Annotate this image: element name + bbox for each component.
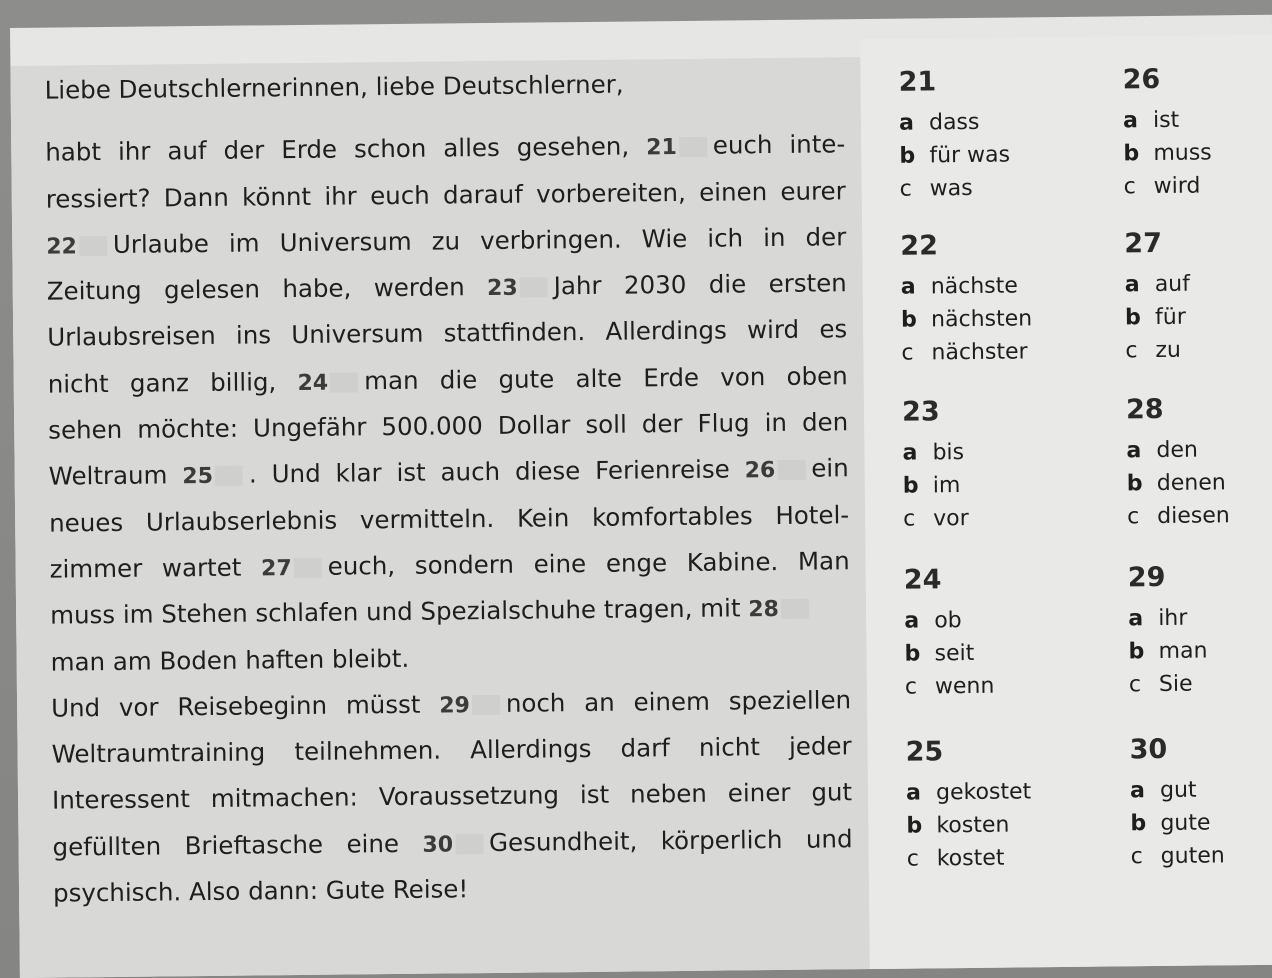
option-letter: c (1127, 504, 1140, 530)
letter-text-segment: Gesundheit, körperlich und (488, 823, 853, 857)
option-word: auf (1154, 271, 1191, 298)
gap-marker (261, 552, 328, 582)
gap-marker (422, 828, 489, 858)
option-28-a (1126, 436, 1272, 471)
letter-line (51, 677, 851, 732)
option-word: wenn (934, 673, 995, 700)
gap-number: 27 (260, 556, 292, 582)
gap-marker (748, 593, 815, 623)
letter-text-segment: neues Urlaubserlebnis vermitteln. Kein komfortables Hotel- (49, 499, 850, 538)
option-24-c (905, 673, 1105, 708)
gap-number: 30 (422, 832, 454, 858)
letter-line (46, 214, 846, 269)
option-28-b (1127, 469, 1272, 504)
option-group-21 (898, 65, 1099, 210)
letter-text-segment: man die gute alte Erde von oben (363, 361, 848, 396)
option-letter: a (1122, 108, 1139, 134)
letter-line (52, 816, 852, 871)
option-word: diesen (1157, 503, 1230, 530)
letter-line (45, 122, 845, 177)
letter-line (49, 538, 849, 593)
option-letter: b (1123, 141, 1140, 167)
option-28-c (1127, 502, 1272, 537)
option-group-number: 26 (1122, 63, 1161, 96)
option-letter: c (903, 506, 916, 532)
option-word: was (929, 175, 973, 202)
option-word: dass (928, 109, 980, 136)
gap-number: 26 (744, 458, 776, 484)
option-27-c (1125, 336, 1272, 371)
option-21-c (900, 175, 1100, 210)
option-letter: a (1129, 778, 1146, 804)
option-word: gute (1160, 810, 1211, 836)
option-word: guten (1160, 843, 1225, 869)
option-letter: c (899, 176, 912, 202)
gap-number: 24 (297, 370, 329, 396)
letter-line (46, 168, 846, 223)
option-22-b (901, 306, 1101, 341)
option-word: im (932, 473, 961, 499)
gap-blank (294, 558, 322, 578)
option-word: gekostet (935, 779, 1032, 806)
option-22-c (901, 339, 1101, 374)
option-word: vor (933, 505, 969, 532)
option-word: bis (932, 440, 965, 466)
letter-text-segment: Urlaube im Universum zu verbringen. Wie ich in der (112, 222, 847, 259)
option-23-c (903, 505, 1103, 540)
option-23-b (903, 472, 1103, 507)
option-word: man (1158, 638, 1208, 665)
option-word: wird (1153, 173, 1201, 200)
gap-marker (439, 689, 506, 719)
option-group-number: 29 (1127, 561, 1166, 594)
letter-line (52, 770, 852, 825)
option-group-number: 24 (903, 564, 942, 596)
letter-line (53, 862, 853, 917)
option-26-c (1124, 172, 1272, 207)
gap-number: 23 (486, 275, 518, 302)
option-group-number: 22 (900, 230, 939, 262)
gap-marker (46, 230, 113, 260)
letter-text (44, 19, 853, 917)
gap-blank (455, 834, 483, 854)
option-22-a (901, 273, 1101, 308)
option-letter: a (1124, 272, 1140, 298)
letter-line (47, 260, 847, 315)
option-word: zu (1155, 337, 1182, 364)
option-word: muss (1153, 140, 1212, 167)
gap-blank (215, 466, 243, 486)
letter-text-segment: Urlaubsreisen ins Universum stattfinden. Allerdings wird es (47, 314, 848, 353)
gap-marker (297, 366, 364, 396)
option-letter: b (902, 473, 919, 499)
letter-text-segment: euch, sondern eine enge Kabine. Man (327, 546, 850, 581)
option-group-number: 30 (1129, 733, 1168, 766)
option-word: für (1154, 304, 1186, 331)
letter-text-segment: nicht ganz billig, (47, 366, 298, 399)
gap-blank (777, 460, 805, 480)
gap-marker (182, 460, 249, 490)
letter-text-segment: euch inte- (712, 129, 846, 160)
option-word: für was (929, 142, 1011, 169)
option-letter: c (906, 846, 919, 872)
letter-line (48, 399, 848, 454)
gap-blank (79, 236, 107, 256)
option-letter: a (902, 440, 918, 466)
option-24-a (904, 607, 1104, 642)
option-letter: c (1123, 174, 1136, 200)
option-word: Sie (1158, 671, 1193, 698)
option-word: den (1156, 437, 1199, 464)
letter-text-segment: gefüllten Brieftasche eine (52, 828, 423, 862)
option-letter: c (1125, 338, 1138, 364)
gap-number: 29 (439, 693, 471, 719)
option-letter: c (1130, 844, 1143, 870)
gap-blank (330, 372, 358, 392)
textbook-page (10, 15, 1272, 978)
option-group-30 (1129, 732, 1272, 877)
letter-line (49, 492, 849, 547)
option-21-b (899, 142, 1099, 177)
option-letter: a (1126, 438, 1142, 464)
option-group-24 (904, 563, 1105, 708)
gap-blank (472, 695, 500, 715)
option-30-c (1131, 842, 1272, 877)
option-group-27 (1124, 226, 1272, 371)
option-word: nächste (930, 273, 1018, 300)
option-word: kosten (936, 812, 1010, 839)
option-group-number: 27 (1124, 227, 1163, 260)
option-group-number: 23 (901, 396, 940, 428)
letter-text-segment: . Und klar ist auch diese Ferienreise (248, 454, 745, 489)
option-word: kostet (936, 845, 1005, 872)
gap-marker (744, 454, 811, 484)
option-word: ob (934, 608, 962, 634)
letter-line (51, 723, 851, 778)
option-25-c (907, 845, 1107, 880)
option-word: gut (1159, 777, 1197, 803)
option-letter: c (901, 340, 914, 366)
option-letter: a (900, 274, 916, 300)
letter-line (48, 446, 848, 501)
option-letter: b (906, 813, 923, 839)
option-word: seit (934, 640, 975, 667)
letter-line (50, 631, 850, 686)
option-letter: b (1130, 811, 1147, 837)
gap-blank (520, 278, 548, 298)
option-letter: a (905, 780, 922, 806)
option-29-c (1129, 670, 1272, 705)
letter-text-segment: man am Boden haften bleibt. (50, 643, 410, 677)
letter-text-segment: ein (811, 453, 849, 484)
option-word: denen (1156, 470, 1226, 497)
option-27-b (1125, 303, 1272, 338)
gap-marker (646, 131, 713, 161)
option-group-29 (1128, 560, 1272, 705)
option-letter: b (1128, 639, 1145, 665)
letter-text-segment: sehen möchte: Ungefähr 500.000 Dollar soll der Flug in den (48, 407, 849, 445)
gap-number: 28 (748, 597, 780, 623)
letter-body (45, 122, 853, 917)
option-21-a (899, 109, 1099, 144)
option-word: nächster (931, 339, 1028, 366)
letter-text-segment: Zeitung gelesen habe, werden (46, 272, 488, 306)
option-letter: b (904, 641, 921, 667)
letter-text-segment: noch an einem speziellen (505, 685, 852, 718)
option-29-a (1128, 604, 1272, 639)
letter-text-segment: Interessent mitmachen: Voraussetzung ist neben einer gut (51, 777, 853, 816)
letter-text-segment: zimmer wartet (49, 552, 262, 584)
letter-text-segment: Und vor Reisebeginn müsst (50, 689, 440, 723)
option-27-a (1125, 270, 1272, 305)
gap-number: 21 (646, 135, 677, 161)
option-group-23 (902, 395, 1103, 540)
option-letter: c (904, 674, 918, 700)
letter-greeting: Liebe Deutschlernerinnen, liebe Deutschlerner, (44, 69, 624, 105)
gap-number: 25 (182, 464, 214, 490)
option-group-number: 25 (905, 736, 944, 768)
option-group-number: 28 (1125, 393, 1164, 426)
option-letter: a (1128, 606, 1144, 632)
option-letter: a (898, 110, 915, 136)
option-word: ihr (1158, 605, 1188, 632)
option-23-a (902, 439, 1102, 474)
option-letter: b (1124, 305, 1141, 331)
letter-text-segment: Weltraumtraining teilnehmen. Allerdings darf nicht jeder (51, 731, 852, 769)
gap-number: 22 (46, 234, 78, 260)
option-group-number: 21 (898, 66, 937, 98)
letter-text-segment: ressiert? Dann könnt ihr euch darauf vorbereiten, einen eurer (45, 175, 846, 214)
option-30-b (1130, 809, 1272, 844)
option-letter: a (904, 608, 920, 634)
option-29-b (1128, 637, 1272, 672)
option-group-25 (905, 735, 1106, 880)
option-30-a (1130, 776, 1272, 811)
option-24-b (904, 640, 1104, 675)
letter-text-segment: Weltraum (48, 460, 183, 491)
letter-text-segment: Jahr 2030 die ersten (553, 268, 847, 301)
gap-blank (781, 599, 809, 619)
option-group-28 (1126, 392, 1272, 537)
letter-line (47, 353, 847, 408)
option-26-a (1123, 106, 1272, 141)
option-word: nächsten (930, 306, 1033, 333)
option-25-b (906, 812, 1106, 847)
option-letter: b (899, 143, 916, 169)
gap-blank (679, 137, 707, 157)
option-group-22 (900, 229, 1101, 374)
option-26-b (1123, 139, 1272, 174)
option-letter: b (900, 307, 917, 333)
option-letter: b (1126, 471, 1143, 497)
letter-text-segment: psychisch. Also dann: Gute Reise! (52, 874, 469, 908)
option-25-a (906, 779, 1106, 814)
gap-marker (487, 272, 554, 302)
option-group-26 (1122, 62, 1272, 207)
option-letter: c (1128, 672, 1142, 698)
letter-line (47, 307, 847, 362)
letter-line (50, 585, 850, 640)
letter-text-segment: muss im Stehen schlafen und Spezialschuhe tragen, mit (50, 593, 749, 630)
letter-text-segment: habt ihr auf der Erde schon alles gesehen, (45, 131, 647, 167)
option-word: ist (1152, 107, 1180, 134)
